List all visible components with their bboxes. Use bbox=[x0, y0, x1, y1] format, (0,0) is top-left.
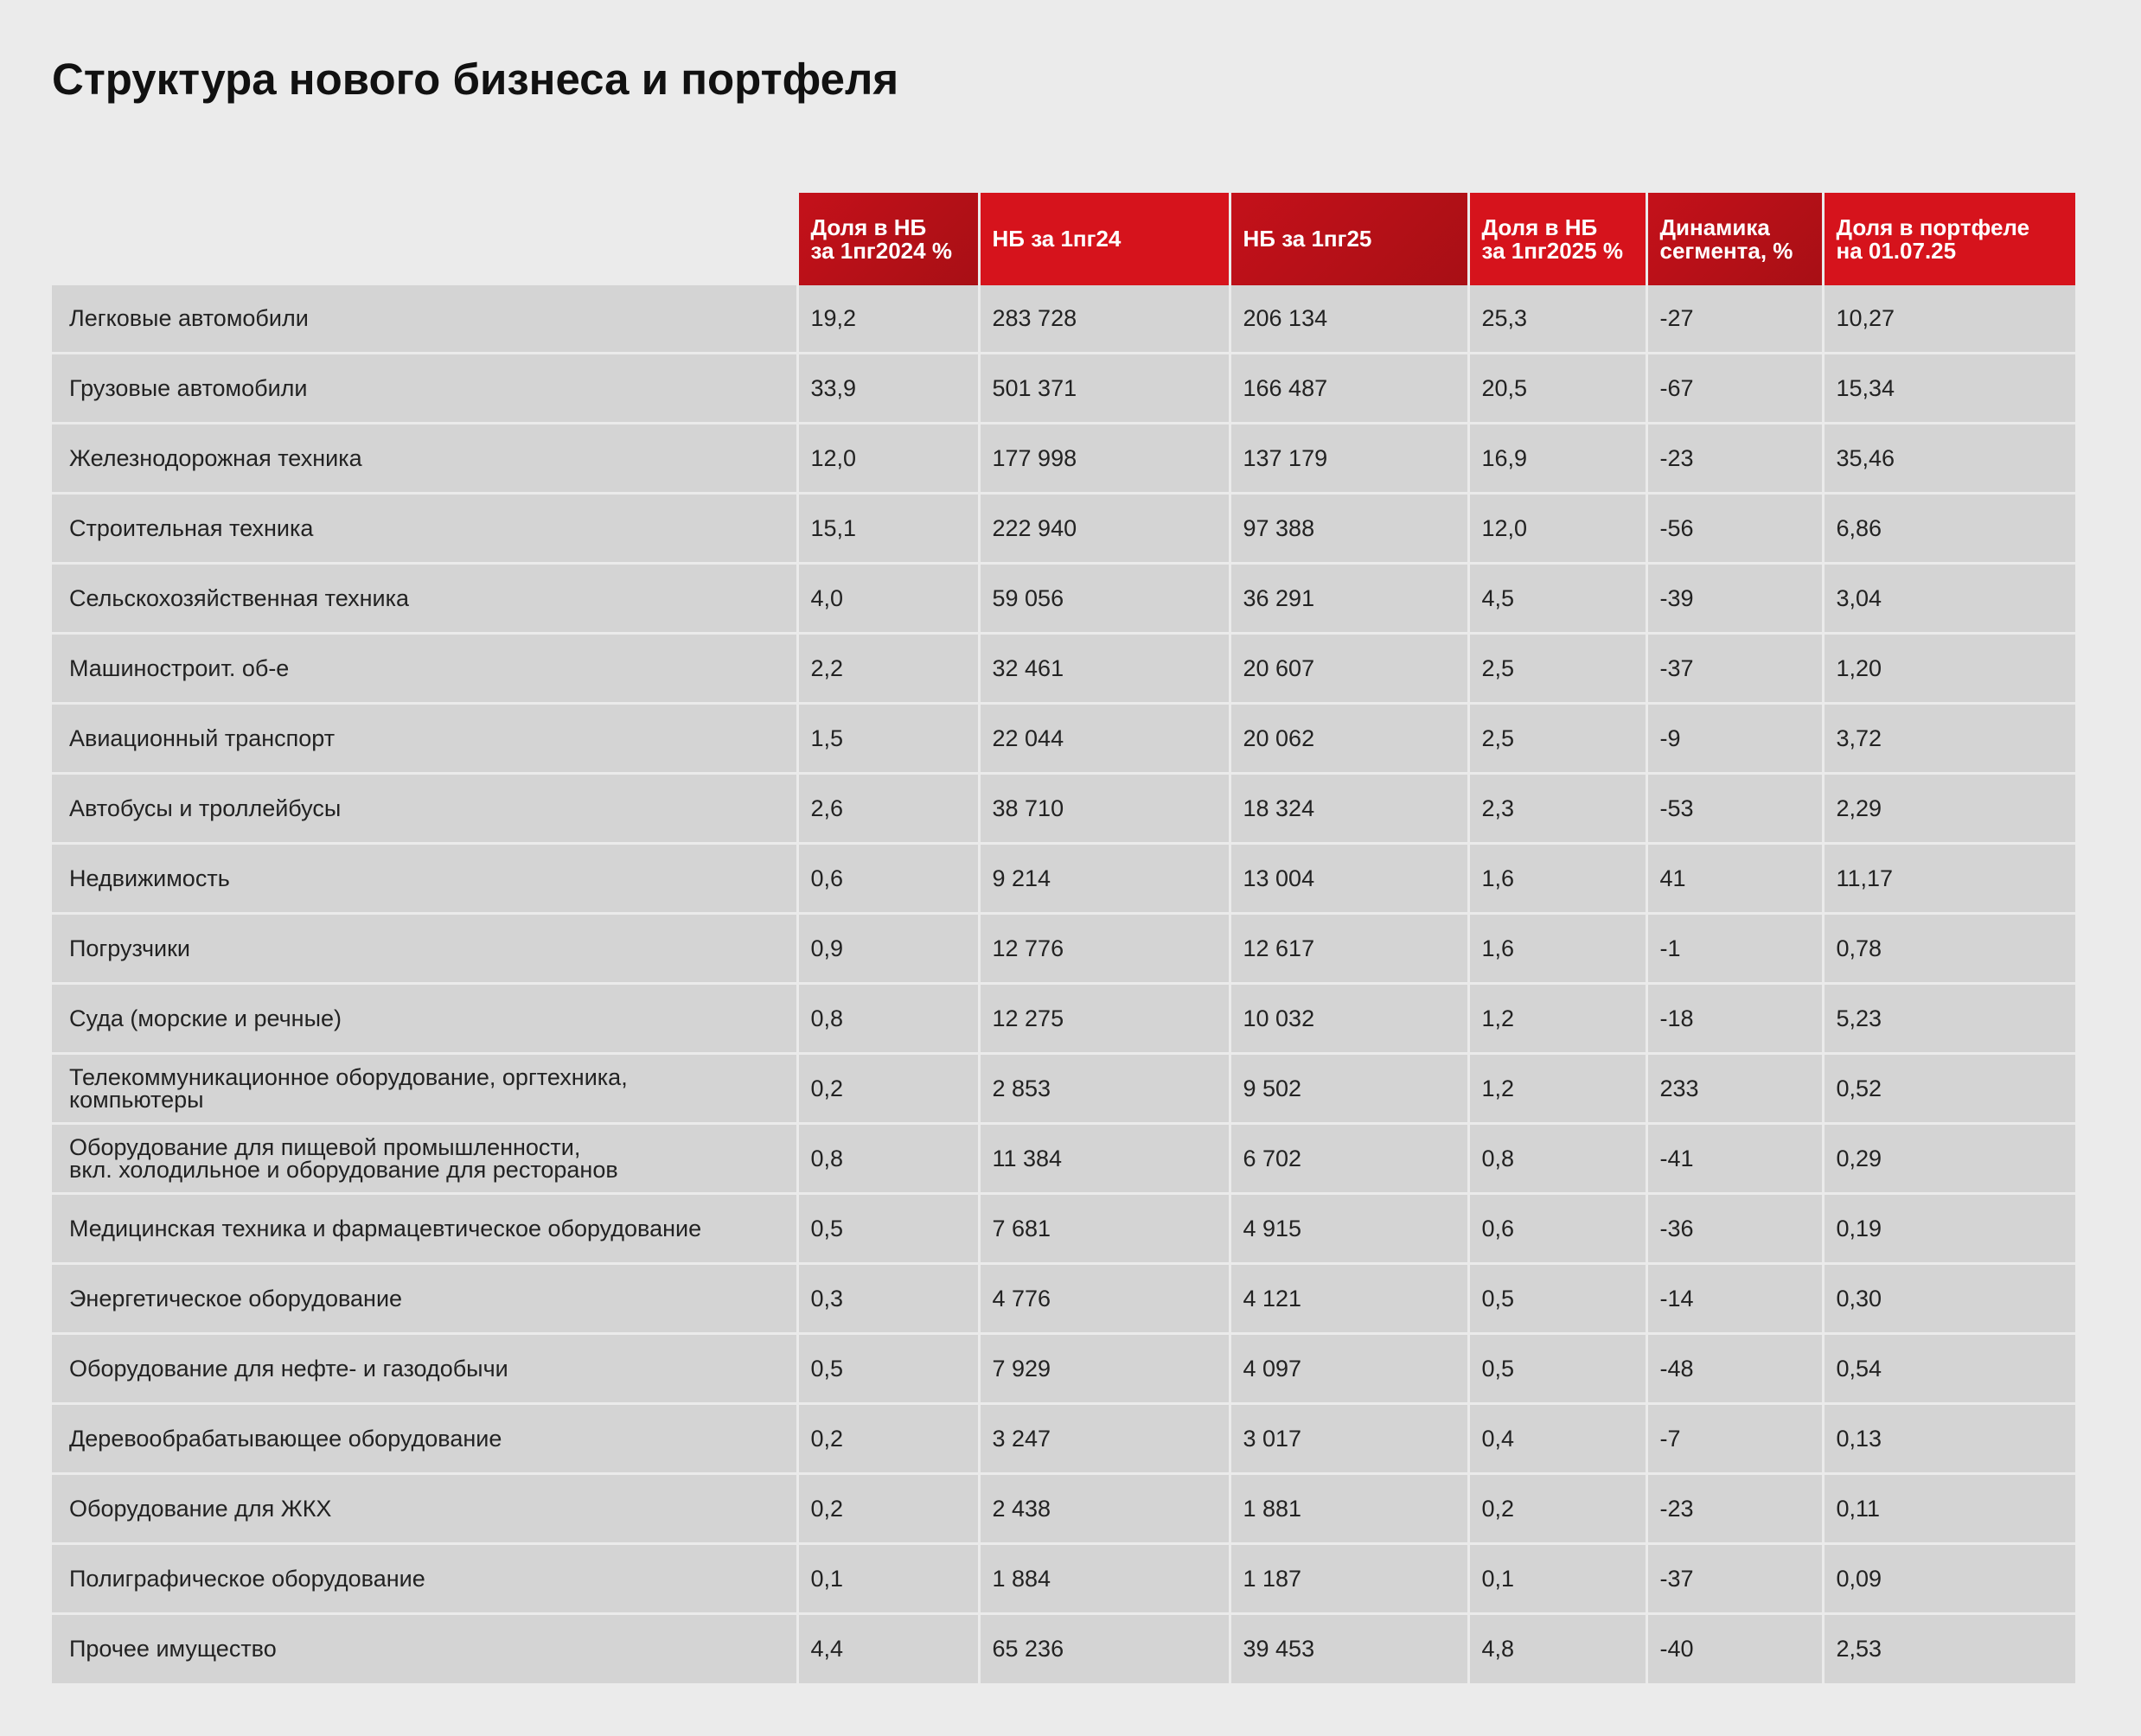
table-cell: 18 324 bbox=[1230, 773, 1468, 843]
table-cell: 3,72 bbox=[1823, 703, 2075, 773]
table-cell: 0,6 bbox=[797, 843, 979, 913]
table-cell: 0,2 bbox=[1468, 1473, 1646, 1543]
table-cell: -39 bbox=[1646, 563, 1823, 633]
table-cell: -18 bbox=[1646, 983, 1823, 1053]
table-cell: 4 121 bbox=[1230, 1263, 1468, 1333]
column-header: Динамика сегмента, % bbox=[1646, 193, 1823, 285]
table-cell: 12,0 bbox=[1468, 493, 1646, 563]
table-cell: 33,9 bbox=[797, 353, 979, 423]
row-label: Строительная техника bbox=[52, 493, 797, 563]
table-cell: 2,3 bbox=[1468, 773, 1646, 843]
table-cell: -56 bbox=[1646, 493, 1823, 563]
table-cell: 0,8 bbox=[797, 1123, 979, 1193]
row-label: Автобусы и троллейбусы bbox=[52, 773, 797, 843]
page-title: Структура нового бизнеса и портфеля bbox=[52, 54, 899, 104]
table-row bbox=[52, 493, 2075, 563]
row-label: Телекоммуникационное оборудование, оргтехника, компьютеры bbox=[52, 1053, 797, 1123]
row-label: Грузовые автомобили bbox=[52, 353, 797, 423]
table-cell: 0,09 bbox=[1823, 1543, 2075, 1613]
table-cell: 0,11 bbox=[1823, 1473, 2075, 1543]
table-cell: 2,53 bbox=[1823, 1613, 2075, 1683]
table-cell: 2 438 bbox=[979, 1473, 1230, 1543]
table-row bbox=[52, 633, 2075, 703]
table-cell: 39 453 bbox=[1230, 1613, 1468, 1683]
table-cell: -7 bbox=[1646, 1403, 1823, 1473]
column-header: Доля в НБ за 1пг2025 % bbox=[1468, 193, 1646, 285]
table-row bbox=[52, 353, 2075, 423]
table-cell: -1 bbox=[1646, 913, 1823, 983]
table-cell: -23 bbox=[1646, 423, 1823, 493]
table-cell: -40 bbox=[1646, 1613, 1823, 1683]
table-cell: 9 502 bbox=[1230, 1053, 1468, 1123]
table-cell: 13 004 bbox=[1230, 843, 1468, 913]
table-row bbox=[52, 843, 2075, 913]
table-cell: 2,5 bbox=[1468, 703, 1646, 773]
table-row bbox=[52, 703, 2075, 773]
table-cell: 0,5 bbox=[797, 1333, 979, 1403]
table-cell: 12 275 bbox=[979, 983, 1230, 1053]
table-cell: 2,6 bbox=[797, 773, 979, 843]
table-cell: 0,8 bbox=[1468, 1123, 1646, 1193]
header-corner bbox=[52, 193, 797, 285]
table-row bbox=[52, 913, 2075, 983]
table-cell: 20 607 bbox=[1230, 633, 1468, 703]
column-header: Доля в НБ за 1пг2024 % bbox=[797, 193, 979, 285]
row-label: Оборудование для ЖКХ bbox=[52, 1473, 797, 1543]
table-cell: 206 134 bbox=[1230, 285, 1468, 353]
table-row bbox=[52, 1333, 2075, 1403]
table-cell: 59 056 bbox=[979, 563, 1230, 633]
table-cell: 4 776 bbox=[979, 1263, 1230, 1333]
table-cell: 32 461 bbox=[979, 633, 1230, 703]
table-cell: 0,2 bbox=[797, 1053, 979, 1123]
table-row bbox=[52, 1473, 2075, 1543]
table-cell: 4,4 bbox=[797, 1613, 979, 1683]
row-label: Деревообрабатывающее оборудование bbox=[52, 1403, 797, 1473]
row-label: Железнодорожная техника bbox=[52, 423, 797, 493]
table-cell: -23 bbox=[1646, 1473, 1823, 1543]
row-label: Авиационный транспорт bbox=[52, 703, 797, 773]
table-header-row bbox=[52, 193, 2075, 285]
row-label: Легковые автомобили bbox=[52, 285, 797, 353]
table-row bbox=[52, 1193, 2075, 1263]
table-row bbox=[52, 1053, 2075, 1123]
column-header: НБ за 1пг24 bbox=[979, 193, 1230, 285]
row-label: Сельскохозяйственная техника bbox=[52, 563, 797, 633]
table-cell: -36 bbox=[1646, 1193, 1823, 1263]
table-cell: -37 bbox=[1646, 633, 1823, 703]
table-row bbox=[52, 563, 2075, 633]
table-cell: 15,34 bbox=[1823, 353, 2075, 423]
table-cell: 36 291 bbox=[1230, 563, 1468, 633]
table-cell: -41 bbox=[1646, 1123, 1823, 1193]
row-label: Погрузчики bbox=[52, 913, 797, 983]
table-cell: 283 728 bbox=[979, 285, 1230, 353]
table-cell: 1 187 bbox=[1230, 1543, 1468, 1613]
table-cell: -48 bbox=[1646, 1333, 1823, 1403]
row-label: Оборудование для нефте- и газодобычи bbox=[52, 1333, 797, 1403]
table-cell: 20,5 bbox=[1468, 353, 1646, 423]
table-cell: 10,27 bbox=[1823, 285, 2075, 353]
table-cell: 233 bbox=[1646, 1053, 1823, 1123]
table-cell: 12 776 bbox=[979, 913, 1230, 983]
table-cell: 0,4 bbox=[1468, 1403, 1646, 1473]
table-cell: 166 487 bbox=[1230, 353, 1468, 423]
table-cell: 2,29 bbox=[1823, 773, 2075, 843]
portfolio-table bbox=[52, 193, 2075, 1683]
table-row bbox=[52, 285, 2075, 353]
row-label: Энергетическое оборудование bbox=[52, 1263, 797, 1333]
table-cell: 2,5 bbox=[1468, 633, 1646, 703]
table-cell: 0,5 bbox=[1468, 1263, 1646, 1333]
table-cell: -53 bbox=[1646, 773, 1823, 843]
table-cell: 3 017 bbox=[1230, 1403, 1468, 1473]
table-row bbox=[52, 1403, 2075, 1473]
table-cell: -14 bbox=[1646, 1263, 1823, 1333]
table-cell: 7 681 bbox=[979, 1193, 1230, 1263]
table-cell: 0,5 bbox=[1468, 1333, 1646, 1403]
table-cell: 20 062 bbox=[1230, 703, 1468, 773]
table-cell: 0,2 bbox=[797, 1403, 979, 1473]
table-cell: 41 bbox=[1646, 843, 1823, 913]
table-cell: 137 179 bbox=[1230, 423, 1468, 493]
table-cell: 38 710 bbox=[979, 773, 1230, 843]
table-cell: 0,19 bbox=[1823, 1193, 2075, 1263]
table-row bbox=[52, 423, 2075, 493]
table-cell: 0,78 bbox=[1823, 913, 2075, 983]
column-header: НБ за 1пг25 bbox=[1230, 193, 1468, 285]
table-cell: 0,5 bbox=[797, 1193, 979, 1263]
table-cell: -67 bbox=[1646, 353, 1823, 423]
table-cell: 0,1 bbox=[797, 1543, 979, 1613]
table-cell: 4 915 bbox=[1230, 1193, 1468, 1263]
table-cell: 19,2 bbox=[797, 285, 979, 353]
table-row bbox=[52, 1613, 2075, 1683]
table-cell: 6 702 bbox=[1230, 1123, 1468, 1193]
row-label: Оборудование для пищевой промышленности, вкл. холодильное и оборудование для ресторанов bbox=[52, 1123, 797, 1193]
table-cell: 4 097 bbox=[1230, 1333, 1468, 1403]
table-cell: 0,9 bbox=[797, 913, 979, 983]
table-cell: 177 998 bbox=[979, 423, 1230, 493]
table-cell: -9 bbox=[1646, 703, 1823, 773]
table-cell: 1,5 bbox=[797, 703, 979, 773]
table-cell: 222 940 bbox=[979, 493, 1230, 563]
table-cell: 0,8 bbox=[797, 983, 979, 1053]
table-cell: 5,23 bbox=[1823, 983, 2075, 1053]
table-cell: 16,9 bbox=[1468, 423, 1646, 493]
column-header: Доля в портфеле на 01.07.25 bbox=[1823, 193, 2075, 285]
row-label: Прочее имущество bbox=[52, 1613, 797, 1683]
table-cell: 2,2 bbox=[797, 633, 979, 703]
table-cell: 35,46 bbox=[1823, 423, 2075, 493]
table-row bbox=[52, 1543, 2075, 1613]
table-cell: 0,30 bbox=[1823, 1263, 2075, 1333]
table-cell: 11 384 bbox=[979, 1123, 1230, 1193]
table-cell: 12 617 bbox=[1230, 913, 1468, 983]
table-cell: 1 884 bbox=[979, 1543, 1230, 1613]
table-cell: 1,2 bbox=[1468, 983, 1646, 1053]
table-cell: 0,1 bbox=[1468, 1543, 1646, 1613]
table-cell: 25,3 bbox=[1468, 285, 1646, 353]
table-cell: 3 247 bbox=[979, 1403, 1230, 1473]
table-cell: 9 214 bbox=[979, 843, 1230, 913]
table-cell: 0,6 bbox=[1468, 1193, 1646, 1263]
table-row bbox=[52, 1263, 2075, 1333]
table-cell: 22 044 bbox=[979, 703, 1230, 773]
table-row bbox=[52, 983, 2075, 1053]
row-label: Полиграфическое оборудование bbox=[52, 1543, 797, 1613]
table-cell: 2 853 bbox=[979, 1053, 1230, 1123]
table-cell: 97 388 bbox=[1230, 493, 1468, 563]
table-cell: 0,3 bbox=[797, 1263, 979, 1333]
table-cell: 15,1 bbox=[797, 493, 979, 563]
table-cell: 0,13 bbox=[1823, 1403, 2075, 1473]
table-cell: 4,5 bbox=[1468, 563, 1646, 633]
table-cell: 4,8 bbox=[1468, 1613, 1646, 1683]
row-label: Машиностроит. об-е bbox=[52, 633, 797, 703]
table-row bbox=[52, 773, 2075, 843]
table-cell: 10 032 bbox=[1230, 983, 1468, 1053]
table-row bbox=[52, 1123, 2075, 1193]
table-cell: 3,04 bbox=[1823, 563, 2075, 633]
table-cell: 1,6 bbox=[1468, 843, 1646, 913]
table-cell: 0,52 bbox=[1823, 1053, 2075, 1123]
table-cell: -27 bbox=[1646, 285, 1823, 353]
table-cell: 4,0 bbox=[797, 563, 979, 633]
table-cell: 1,20 bbox=[1823, 633, 2075, 703]
row-label: Суда (морские и речные) bbox=[52, 983, 797, 1053]
table-cell: 0,54 bbox=[1823, 1333, 2075, 1403]
table-cell: 65 236 bbox=[979, 1613, 1230, 1683]
row-label: Недвижимость bbox=[52, 843, 797, 913]
table-cell: 7 929 bbox=[979, 1333, 1230, 1403]
table-cell: 6,86 bbox=[1823, 493, 2075, 563]
table-cell: -37 bbox=[1646, 1543, 1823, 1613]
table-cell: 0,2 bbox=[797, 1473, 979, 1543]
table-cell: 1,6 bbox=[1468, 913, 1646, 983]
table-cell: 0,29 bbox=[1823, 1123, 2075, 1193]
row-label: Медицинская техника и фармацевтическое оборудование bbox=[52, 1193, 797, 1263]
table-body bbox=[52, 285, 2075, 1683]
table-cell: 12,0 bbox=[797, 423, 979, 493]
table-cell: 1 881 bbox=[1230, 1473, 1468, 1543]
table-cell: 1,2 bbox=[1468, 1053, 1646, 1123]
table-cell: 501 371 bbox=[979, 353, 1230, 423]
table-cell: 11,17 bbox=[1823, 843, 2075, 913]
